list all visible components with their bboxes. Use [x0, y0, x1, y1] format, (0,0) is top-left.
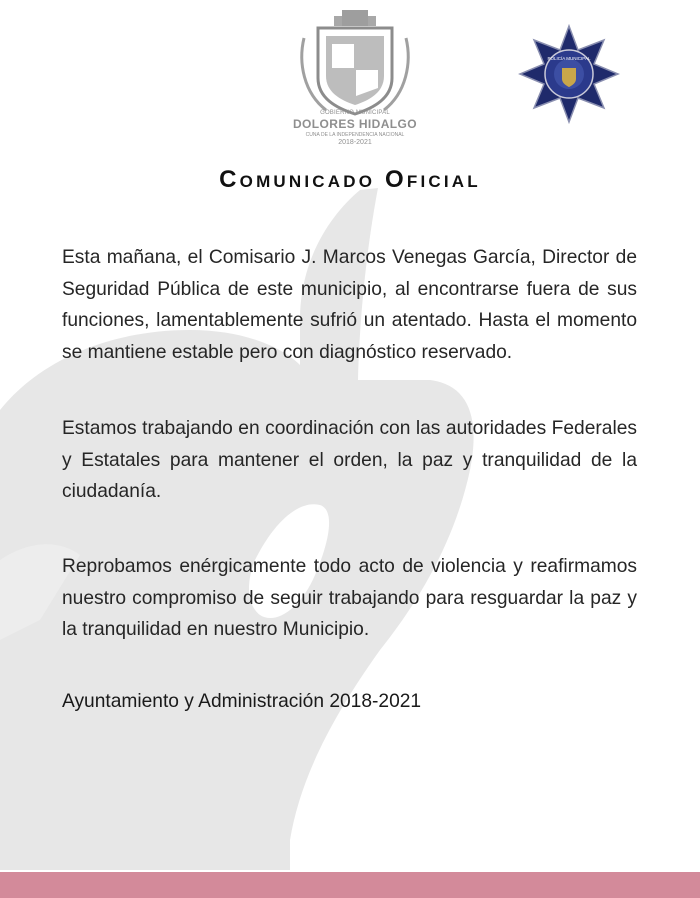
logo-subtitle: CUNA DE LA INDEPENDENCIA NACIONAL	[305, 132, 405, 138]
paragraph-3: Reprobamos enérgicamente todo acto de violencia y reafirmamos nuestro compromiso de seguir trabajando para resguardar la paz y la tranquilidad en nuestro Municipio.	[62, 556, 637, 640]
page-title: Comunicado Oficial	[219, 166, 481, 193]
paragraph-1: Esta mañana, el Comisario J. Marcos Venegas García, Director de Seguridad Pública de este municipio, al encontrarse fuera de sus funciones, lamentablemente sufrió un atentado. Hasta el momento se mantiene estable pero con diagnóstico reservado.	[62, 247, 637, 363]
police-badge-label: POLICÍA MUNICIPAL	[547, 56, 591, 61]
logo-name: DOLORES HIDALGO	[292, 117, 417, 131]
footer-bar	[0, 872, 700, 898]
police-badge	[518, 24, 620, 124]
signature: Ayuntamiento y Administración 2018-2021	[62, 691, 422, 712]
logo-years: 2018-2021	[338, 139, 372, 146]
logo-line1: GOBIERNO MUNICIPAL	[320, 110, 390, 116]
paragraph-2: Estamos trabajando en coordinación con las autoridades Federales y Estatales para mantener el orden, la paz y tranquilidad de la ciudadanía.	[62, 418, 637, 502]
